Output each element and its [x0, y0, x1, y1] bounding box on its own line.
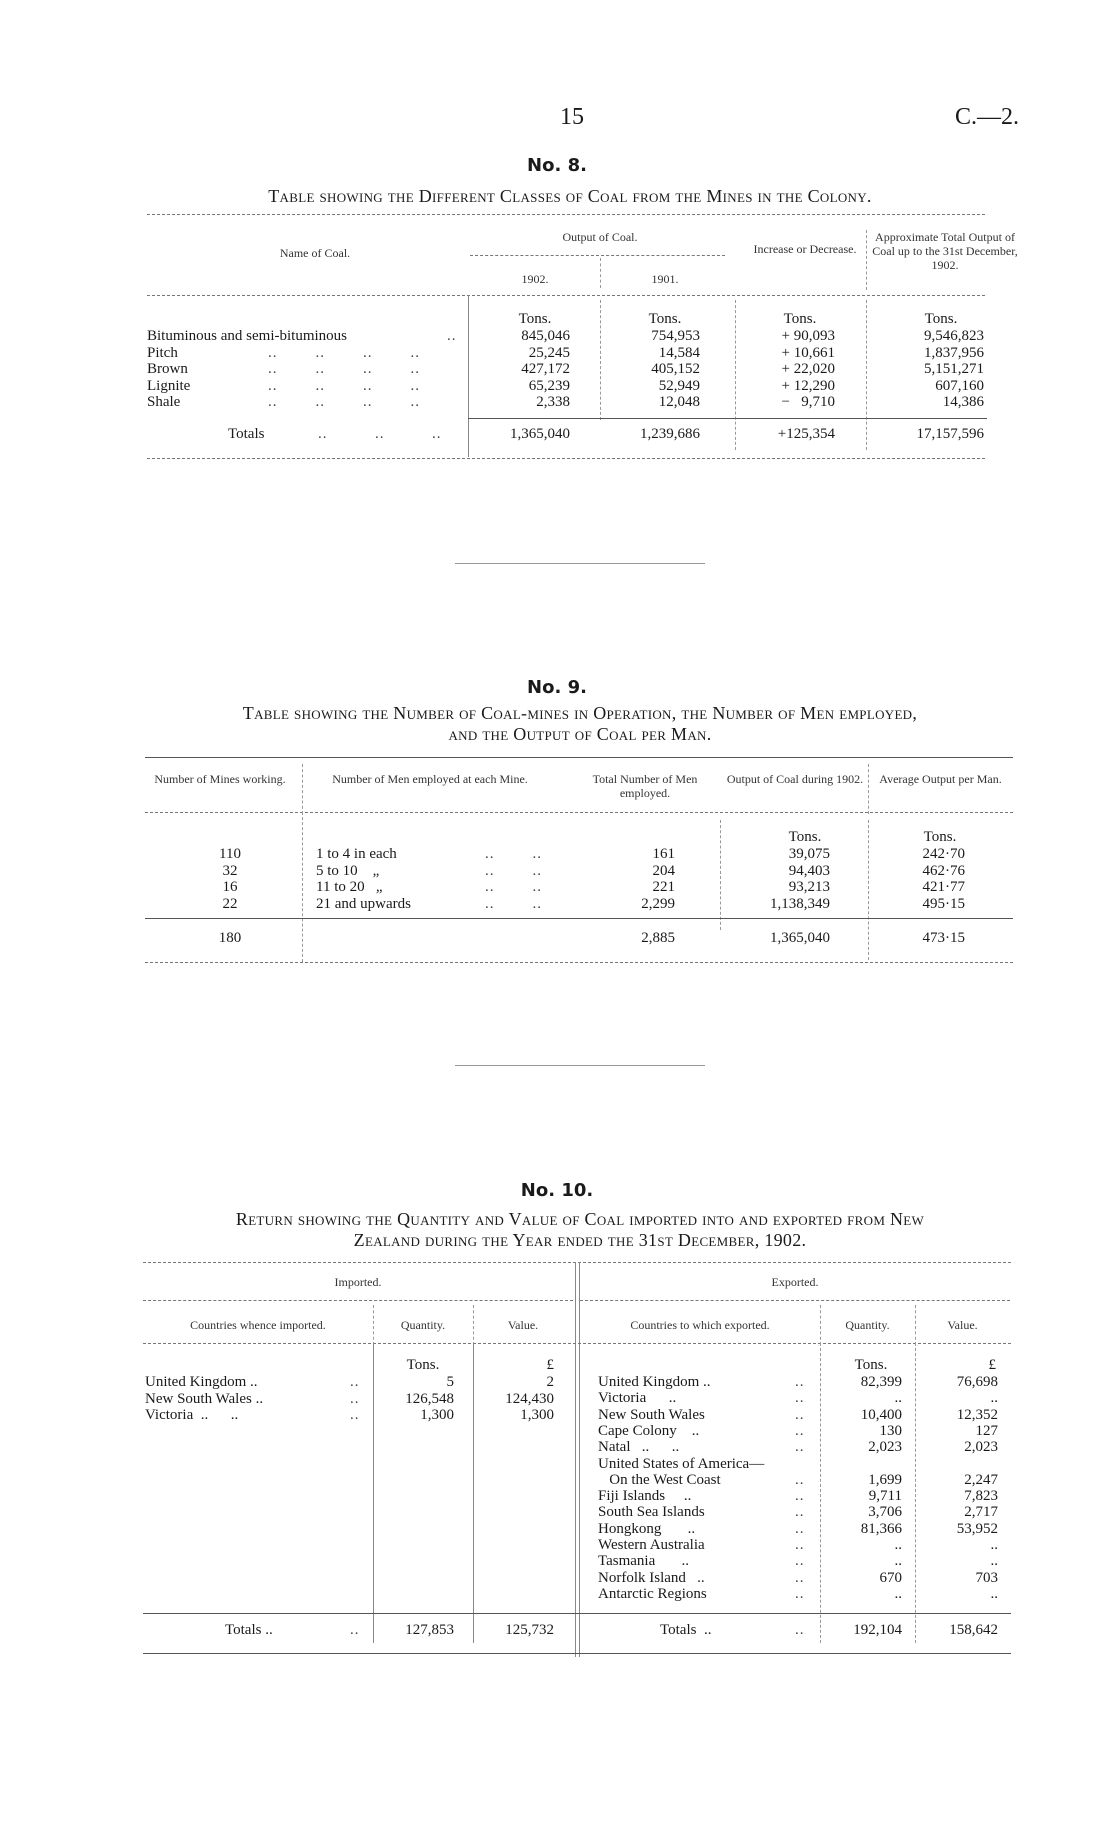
table-row-dots: .. .. .. .. — [268, 361, 420, 377]
col-header-total-men: Total Number of Men employed. — [592, 772, 698, 800]
exported-row-country: New South Wales — [598, 1406, 705, 1423]
table-row-name: Brown — [147, 361, 188, 377]
table-8-title: No. 8. — [527, 155, 587, 176]
imported-row-dots: .. — [350, 1407, 360, 1423]
exported-row-dots: .. — [795, 1569, 805, 1586]
table-row-1902: 427,172 — [521, 361, 570, 377]
exported-row-value: 703 — [975, 1569, 998, 1586]
totals-total: 17,157,596 — [916, 426, 984, 442]
table-row-1902: 845,046 — [521, 328, 570, 344]
imported-row-value: 2 — [546, 1374, 554, 1390]
col-header-change: Increase or Decrease. — [753, 242, 857, 256]
imported-row-quantity: 5 — [446, 1374, 454, 1390]
table-row-name: Bituminous and semi-bituminous — [147, 328, 348, 344]
table-row-total: 14,386 — [942, 394, 984, 410]
imported-col-quantity: Quantity. — [400, 1318, 446, 1332]
table-row-1901: 754,953 — [651, 328, 700, 344]
imported-heading: Imported. — [334, 1275, 382, 1289]
exported-row-country: Cape Colony .. — [598, 1422, 700, 1439]
col-header-1901: 1901. — [651, 272, 679, 286]
exported-col-country: Countries to which exported. — [630, 1318, 770, 1332]
exported-row-quantity: 1,699 — [868, 1471, 902, 1488]
totals-change: +125,354 — [777, 426, 835, 442]
exported-row-dots: .. — [795, 1488, 805, 1505]
exported-row-country: United States of America— — [598, 1455, 765, 1472]
imported-row-quantity: 126,548 — [405, 1390, 454, 1407]
table-row-dots: .. .. .. .. — [268, 344, 420, 361]
exported-col-value: Value. — [947, 1318, 978, 1332]
totals-output: 1,365,040 — [770, 930, 830, 946]
table-row-change: + 12,290 — [781, 377, 835, 394]
imported-row-country: Victoria .. .. — [145, 1407, 239, 1423]
exported-row-dots: .. — [795, 1504, 805, 1521]
exported-row-quantity: 82,399 — [860, 1374, 902, 1390]
col-header-output: Output of Coal. — [562, 230, 638, 244]
exported-row-dots: .. — [795, 1406, 805, 1423]
exported-row-quantity: .. — [894, 1585, 902, 1602]
exported-row-dots: .. — [795, 1374, 805, 1390]
table-row-change: + 10,661 — [781, 344, 835, 361]
table-row-total-men: 2,299 — [641, 895, 675, 912]
table-row-mines: 22 — [222, 895, 238, 912]
table-row-total-men: 221 — [652, 879, 675, 895]
table-9-caption-line2: and the Output of Coal per Man. — [448, 724, 712, 744]
exported-row-quantity: 2,023 — [868, 1439, 902, 1456]
table-row-name: Pitch — [147, 344, 178, 361]
table-row-dots: .. .. — [485, 879, 542, 895]
exported-row-quantity: .. — [894, 1537, 902, 1553]
exported-unit-value: £ — [988, 1357, 996, 1373]
exported-col-quantity: Quantity. — [845, 1318, 890, 1332]
table-10-caption-line1: Return showing the Quantity and Value of Coal imported into and exported from New — [235, 1209, 925, 1229]
imported-totals-quantity: 127,853 — [405, 1622, 454, 1638]
exported-row-quantity: 3,706 — [868, 1504, 902, 1521]
table-row-name: Lignite — [147, 377, 191, 394]
exported-row-value: .. — [990, 1537, 998, 1553]
imported-row-value: 1,300 — [520, 1407, 554, 1423]
table-9-caption-line1: Table showing the Number of Coal-mines in Operation, the Number of Men employed, — [242, 703, 918, 723]
table-9-title: No. 9. — [527, 677, 587, 698]
exported-row-value: 7,823 — [964, 1488, 998, 1505]
imported-row-country: New South Wales .. — [145, 1390, 264, 1407]
exported-row-country: Hongkong .. — [598, 1520, 696, 1537]
totals-1901: 1,239,686 — [640, 426, 700, 442]
exported-row-country: Victoria .. — [598, 1390, 677, 1407]
totals-dots: .. .. .. — [318, 426, 442, 442]
imported-totals-dots: .. — [350, 1622, 360, 1638]
exported-totals-label: Totals .. — [660, 1622, 712, 1638]
table-row-output: 94,403 — [788, 862, 830, 879]
table-row-dots: .. .. .. .. — [268, 377, 420, 394]
totals-mines: 180 — [218, 930, 242, 946]
col-header-1902: 1902. — [521, 272, 549, 286]
exported-row-country: Tasmania .. — [598, 1553, 690, 1570]
unit-1902: Tons. — [518, 311, 552, 327]
exported-totals-dots: .. — [795, 1622, 805, 1638]
table-row-name: Shale — [147, 394, 181, 410]
exported-row-value: .. — [990, 1553, 998, 1570]
exported-totals-quantity: 192,104 — [853, 1622, 902, 1638]
imported-row-quantity: 1,300 — [420, 1407, 454, 1423]
imported-row-dots: .. — [350, 1374, 360, 1390]
table-row-total-men: 204 — [652, 862, 675, 879]
exported-row-quantity: .. — [894, 1553, 902, 1570]
imported-row-value: 124,430 — [505, 1390, 554, 1407]
table-row-dots: .. .. — [485, 895, 542, 912]
table-row-dots: .. — [447, 328, 457, 344]
imported-row-dots: .. — [350, 1390, 360, 1407]
table-row-total: 607,160 — [935, 377, 984, 394]
table-row-average: 242·70 — [922, 846, 965, 862]
imported-col-country: Countries whence imported. — [190, 1318, 326, 1332]
table-row-1901: 12,048 — [658, 394, 700, 410]
exported-row-country: United Kingdom .. — [598, 1374, 711, 1390]
table-row-change: + 22,020 — [781, 361, 835, 377]
exported-row-value: 2,247 — [964, 1471, 998, 1488]
exported-row-quantity: 81,366 — [860, 1520, 902, 1537]
unit-change: Tons. — [783, 311, 817, 327]
exported-row-country: Antarctic Regions — [598, 1585, 707, 1602]
imported-unit-value: £ — [546, 1357, 554, 1373]
exported-row-country: Fiji Islands .. — [598, 1488, 692, 1505]
exported-row-country: South Sea Islands — [598, 1504, 705, 1521]
table-row-output: 39,075 — [788, 846, 830, 862]
exported-row-value: .. — [990, 1390, 998, 1407]
table-row-change: − 9,710 — [781, 394, 835, 410]
table-row-1902: 65,239 — [528, 377, 570, 394]
exported-row-country: Western Australia — [598, 1537, 705, 1553]
page-reference: C.—2. — [955, 104, 1020, 130]
table-row-1902: 2,338 — [536, 394, 570, 410]
table-row-dots: .. .. — [485, 846, 542, 862]
col-header-average: Average Output per Man. — [879, 772, 1002, 786]
table-row-mines: 32 — [222, 862, 238, 879]
table-row-men-each: 21 and upwards — [316, 895, 411, 912]
imported-col-value: Value. — [507, 1318, 539, 1332]
table-row-change: + 90,093 — [781, 328, 835, 344]
table-row-1901: 52,949 — [658, 377, 700, 394]
exported-row-dots: .. — [795, 1390, 805, 1407]
table-10-title: No. 10. — [520, 1180, 594, 1201]
exported-row-value: 53,952 — [956, 1520, 998, 1537]
table-row-men-each: 5 to 10 „ — [316, 862, 380, 879]
unit-output: Tons. — [788, 829, 822, 845]
exported-row-quantity: 670 — [879, 1569, 902, 1586]
col-header-name: Name of Coal. — [279, 246, 351, 260]
exported-row-dots: .. — [795, 1471, 805, 1488]
unit-total: Tons. — [924, 311, 958, 327]
totals-total-men: 2,885 — [641, 930, 675, 946]
exported-row-value: 12,352 — [956, 1406, 998, 1423]
exported-row-country: On the West Coast — [598, 1471, 721, 1488]
exported-row-dots: .. — [795, 1520, 805, 1537]
table-row-1901: 405,152 — [651, 361, 700, 377]
page-number: 15 — [560, 104, 584, 130]
table-row-mines: 16 — [222, 879, 238, 895]
exported-row-value: 76,698 — [956, 1374, 998, 1390]
exported-row-dots: .. — [795, 1537, 805, 1553]
table-row-output: 1,138,349 — [770, 895, 830, 912]
section-divider-2 — [455, 1065, 705, 1066]
exported-totals-value: 158,642 — [949, 1622, 998, 1638]
imported-totals-value: 125,732 — [505, 1622, 554, 1638]
col-header-men-each: Number of Men employed at each Mine. — [332, 772, 528, 786]
table-row-output: 93,213 — [788, 879, 830, 895]
exported-row-value: 127 — [975, 1422, 998, 1439]
totals-average: 473·15 — [922, 930, 965, 946]
table-10-caption-line2: Zealand during the Year ended the 31st December, 1902. — [353, 1230, 807, 1250]
table-row-dots: .. .. — [485, 862, 542, 879]
exported-row-country: Norfolk Island .. — [598, 1569, 705, 1586]
table-8-caption: Table showing the Different Classes of Coal from the Mines in the Colony. — [268, 186, 872, 206]
exported-row-value: 2,023 — [964, 1439, 998, 1456]
table-row-average: 421·77 — [922, 879, 965, 895]
exported-row-quantity: 130 — [879, 1422, 902, 1439]
exported-row-quantity: 9,711 — [868, 1488, 902, 1505]
table-row-total: 9,546,823 — [924, 328, 984, 344]
exported-row-dots: .. — [795, 1439, 805, 1456]
exported-row-quantity: 10,400 — [860, 1406, 902, 1423]
exported-row-quantity: .. — [894, 1390, 902, 1407]
table-row-total: 5,151,271 — [924, 361, 984, 377]
section-divider — [455, 563, 705, 564]
exported-row-dots: .. — [795, 1585, 805, 1602]
table-row-1902: 25,245 — [528, 344, 570, 361]
table-row-average: 495·15 — [922, 895, 965, 912]
imported-totals-label: Totals .. — [225, 1622, 273, 1638]
totals-1902: 1,365,040 — [510, 426, 570, 442]
exported-row-dots: .. — [795, 1422, 805, 1439]
exported-unit-quantity: Tons. — [854, 1357, 888, 1373]
col-header-output: Output of Coal during 1902. — [726, 772, 864, 786]
table-row-dots: .. .. .. .. — [268, 394, 420, 410]
table-row-mines: 110 — [219, 846, 241, 862]
table-row-men-each: 11 to 20 „ — [316, 879, 383, 895]
table-row-total-men: 161 — [652, 846, 675, 862]
exported-row-country: Natal .. .. — [598, 1439, 680, 1456]
exported-row-dots: .. — [795, 1553, 805, 1570]
exported-row-value: 2,717 — [964, 1504, 998, 1521]
col-header-total: Approximate Total Output of Coal up to the 31st December, 1902. — [872, 230, 1018, 272]
totals-label: Totals — [228, 426, 265, 442]
imported-unit-quantity: Tons. — [406, 1357, 440, 1373]
table-row-total: 1,837,956 — [924, 344, 984, 361]
table-row-1901: 14,584 — [658, 344, 700, 361]
exported-row-value: .. — [990, 1585, 998, 1602]
unit-average: Tons. — [923, 829, 957, 845]
table-row-average: 462·76 — [922, 862, 965, 879]
table-row-men-each: 1 to 4 in each — [316, 846, 397, 862]
exported-heading: Exported. — [771, 1275, 819, 1289]
col-header-mines: Number of Mines working. — [154, 772, 286, 786]
imported-row-country: United Kingdom .. — [145, 1374, 258, 1390]
unit-1901: Tons. — [648, 311, 682, 327]
